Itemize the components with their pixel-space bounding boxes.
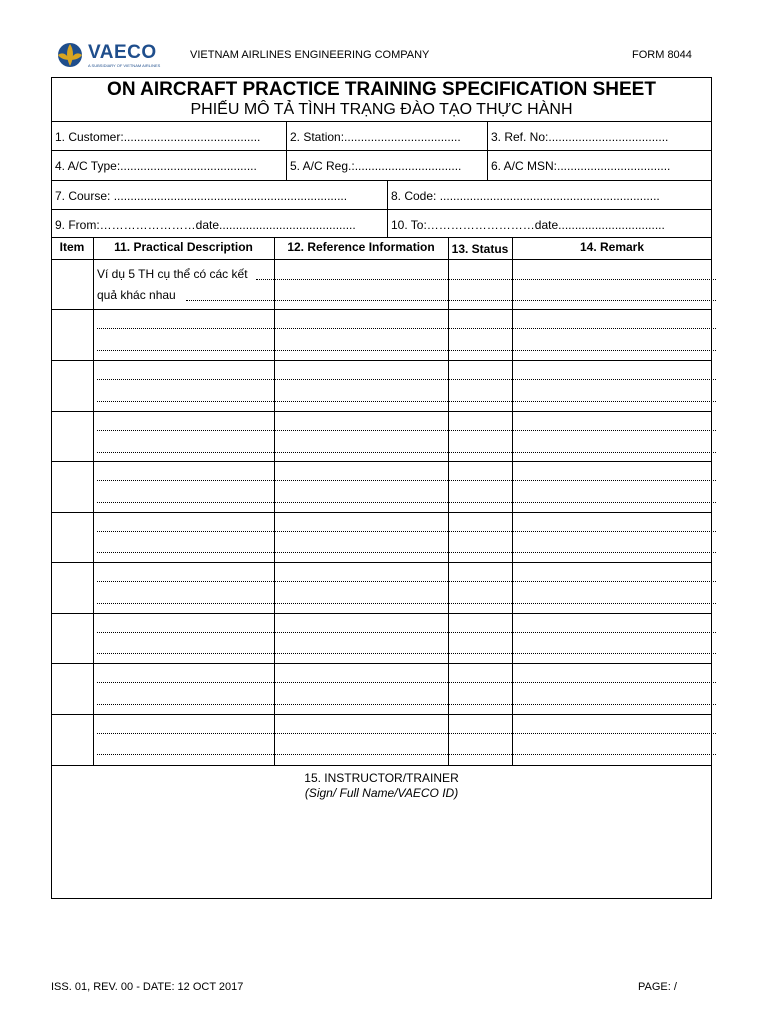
divider [286, 121, 287, 180]
logo-tagline: A SUBSIDIARY OF VIETNAM AIRLINES [88, 63, 161, 68]
row-divider [51, 562, 712, 563]
form-subtitle: PHIẾU MÔ TẢ TÌNH TRẠNG ĐÀO TẠO THỰC HÀNH [190, 101, 573, 118]
divider [51, 150, 712, 151]
column-header-status: 13. Status [451, 242, 509, 256]
from-date-field[interactable]: 9. From:……………………date......................................... [55, 218, 356, 232]
divider [51, 209, 712, 210]
writing-line[interactable] [186, 300, 716, 301]
column-header-reference: 12. Reference Information [287, 240, 435, 254]
column-divider [448, 237, 449, 765]
writing-line[interactable] [97, 480, 716, 481]
column-header-item: Item [59, 240, 85, 254]
writing-line[interactable] [97, 733, 716, 734]
example-description-line2: quả khác nhau [97, 288, 176, 302]
row-divider [51, 360, 712, 361]
writing-line[interactable] [97, 603, 716, 604]
vaeco-logo-icon [52, 40, 88, 70]
column-header-remark: 14. Remark [579, 240, 645, 254]
writing-line[interactable] [97, 350, 716, 351]
divider [51, 180, 712, 181]
column-divider [512, 237, 513, 765]
example-description-line1: Ví dụ 5 TH cụ thể có các kết [97, 267, 248, 281]
instructor-label: 15. INSTRUCTOR/TRAINER [304, 771, 459, 785]
row-divider [51, 663, 712, 664]
ac-msn-field[interactable]: 6. A/C MSN:.................................. [491, 159, 671, 173]
table-header-bottom [51, 259, 712, 260]
writing-line[interactable] [97, 379, 716, 380]
page-number: PAGE: / [638, 981, 677, 993]
writing-line[interactable] [97, 531, 716, 532]
issue-revision: ISS. 01, REV. 00 - DATE: 12 OCT 2017 [51, 981, 244, 993]
writing-line[interactable] [256, 279, 716, 280]
form-number: FORM 8044 [632, 49, 692, 61]
column-divider [93, 237, 94, 765]
writing-line[interactable] [97, 430, 716, 431]
column-divider [274, 237, 275, 765]
row-divider [51, 411, 712, 412]
row-divider [51, 512, 712, 513]
logo-wordmark: VAECO [88, 42, 157, 63]
writing-line[interactable] [97, 502, 716, 503]
writing-line[interactable] [97, 581, 716, 582]
course-field[interactable]: 7. Course: ...................................................................... [55, 189, 348, 203]
station-field[interactable]: 2. Station:................................... [290, 130, 461, 144]
divider [487, 121, 488, 180]
writing-line[interactable] [97, 653, 716, 654]
divider [51, 121, 712, 122]
row-divider [51, 714, 712, 715]
ac-reg-field[interactable]: 5. A/C Reg.:................................ [290, 159, 462, 173]
form-title: ON AIRCRAFT PRACTICE TRAINING SPECIFICATION SHEET [107, 79, 656, 100]
writing-line[interactable] [97, 328, 716, 329]
writing-line[interactable] [97, 754, 716, 755]
to-date-field[interactable]: 10. To:………………………date................................ [391, 218, 665, 232]
row-divider [51, 309, 712, 310]
writing-line[interactable] [97, 552, 716, 553]
divider [51, 237, 712, 238]
writing-line[interactable] [97, 401, 716, 402]
company-name: VIETNAM AIRLINES ENGINEERING COMPANY [190, 49, 430, 61]
customer-field[interactable]: 1. Customer:......................................... [55, 130, 261, 144]
writing-line[interactable] [97, 704, 716, 705]
table-bottom [51, 765, 712, 766]
writing-line[interactable] [97, 452, 716, 453]
row-divider [51, 461, 712, 462]
ref-no-field[interactable]: 3. Ref. No:.................................... [491, 130, 669, 144]
instructor-sign-hint: (Sign/ Full Name/VAECO ID) [304, 786, 459, 800]
writing-line[interactable] [97, 682, 716, 683]
column-header-description: 11. Practical Description [114, 240, 253, 254]
row-divider [51, 613, 712, 614]
writing-line[interactable] [97, 632, 716, 633]
divider [387, 180, 388, 237]
code-field[interactable]: 8. Code: .................................................................. [391, 189, 660, 203]
ac-type-field[interactable]: 4. A/C Type:......................................... [55, 159, 257, 173]
